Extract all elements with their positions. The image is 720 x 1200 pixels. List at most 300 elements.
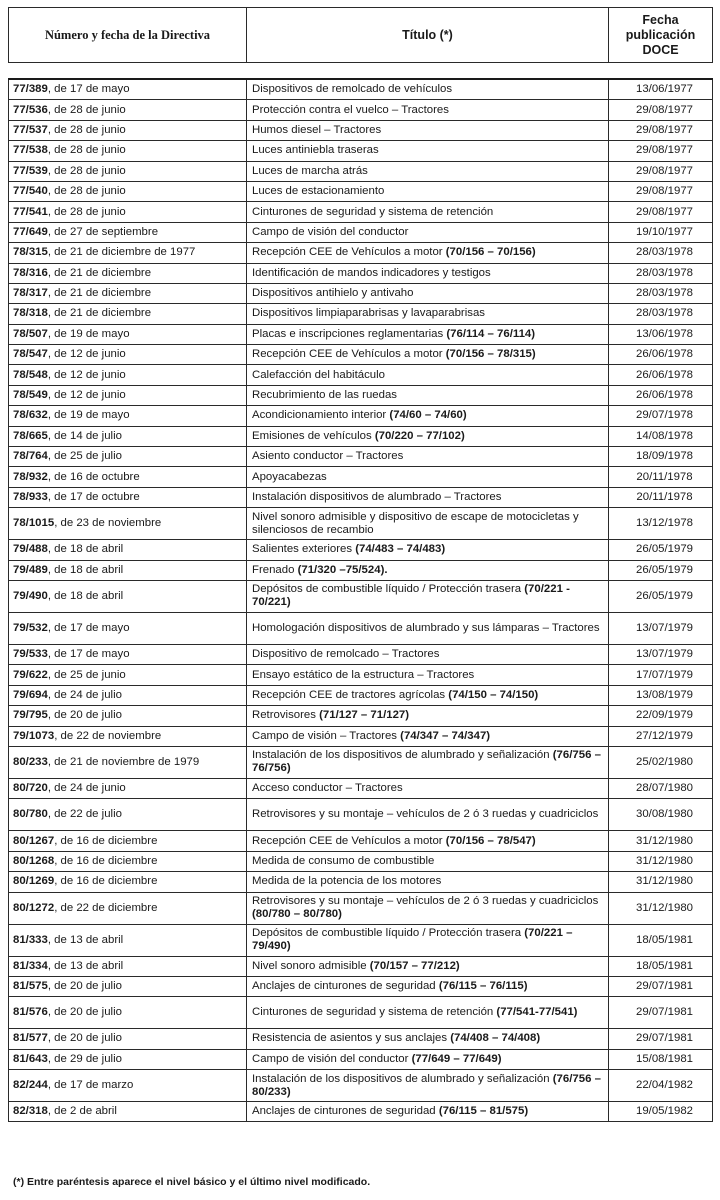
table-row (9, 924, 713, 956)
publication-date: 28/07/1980 (609, 778, 713, 798)
directive-cell (9, 644, 247, 664)
table-row (9, 851, 713, 871)
publication-date: 18/05/1981 (609, 956, 713, 976)
directive-number: 78/549 (13, 389, 48, 402)
publication-date: 31/12/1980 (609, 872, 713, 892)
publication-date: 27/12/1979 (609, 726, 713, 746)
directive-reference: (77/541-77/541) (496, 1006, 578, 1019)
directive-cell (9, 447, 247, 467)
directive-cell (9, 304, 247, 324)
title-cell (247, 100, 609, 120)
directive-date: , de 21 de diciembre de 1977 (47, 246, 196, 259)
title-cell (247, 508, 609, 540)
publication-date: 29/07/1981 (609, 1029, 713, 1049)
directive-number: 78/764 (13, 450, 48, 463)
directive-date: , de 17 de mayo (47, 83, 130, 96)
directive-date: , de 28 de junio (47, 185, 126, 198)
publication-date: 29/08/1977 (609, 141, 713, 161)
title-cell (247, 540, 609, 560)
directive-date: , de 19 de mayo (47, 409, 130, 422)
publication-date: 29/08/1977 (609, 120, 713, 140)
table-row (9, 487, 713, 507)
table-header (8, 7, 713, 63)
title-cell (247, 161, 609, 181)
table-row (9, 222, 713, 242)
title-cell (247, 892, 609, 924)
directive-title: Depósitos de combustible líquido / Protección trasera (252, 927, 525, 939)
table-row (9, 612, 713, 644)
directive-number: 77/537 (13, 123, 48, 136)
directive-date: , de 22 de diciembre (54, 901, 158, 914)
directive-reference: (70/156 – 78/547) (445, 834, 536, 847)
table-row (9, 997, 713, 1029)
directive-date: , de 21 de diciembre (47, 307, 152, 320)
directive-reference: (74/408 – 74/408) (450, 1032, 541, 1045)
directive-title: Cinturones de seguridad y sistema de retención (252, 205, 494, 218)
directive-cell (9, 799, 247, 831)
directive-date: , de 28 de junio (47, 123, 126, 136)
directive-date: , de 14 de julio (47, 429, 122, 442)
directive-title: Retrovisores y su montaje – vehículos de 2 ó 3 ruedas y cuadriciclos (252, 895, 599, 907)
directive-date: , de 24 de julio (47, 688, 122, 701)
title-cell (247, 560, 609, 580)
table-row (9, 79, 713, 100)
header-date-line-3: DOCE (642, 42, 679, 57)
directive-number: 79/1073 (13, 729, 55, 742)
title-cell (247, 685, 609, 705)
publication-date: 30/08/1980 (609, 799, 713, 831)
table-row (9, 726, 713, 746)
publication-date: 28/03/1978 (609, 243, 713, 263)
publication-date: 22/04/1982 (609, 1070, 713, 1102)
directive-number: 79/795 (13, 709, 48, 722)
directive-cell (9, 665, 247, 685)
directive-title: Recepción CEE de Vehículos a motor (252, 834, 446, 847)
table-row (9, 120, 713, 140)
directive-cell (9, 406, 247, 426)
directive-number: 79/490 (13, 589, 48, 602)
table-row (9, 181, 713, 201)
directive-title: Instalación de los dispositivos de alumbrado y señalización (252, 749, 553, 762)
directive-number: 79/489 (13, 563, 48, 576)
directive-date: , de 21 de diciembre (47, 266, 152, 279)
directive-date: , de 20 de julio (47, 709, 122, 722)
table-row (9, 872, 713, 892)
publication-date: 18/05/1981 (609, 924, 713, 956)
directive-cell (9, 726, 247, 746)
directive-date: , de 13 de abril (47, 959, 124, 972)
directive-cell (9, 79, 247, 100)
header-publication-date (609, 8, 713, 63)
directive-title: Humos diesel – Tractores (252, 123, 382, 136)
header-row (9, 8, 713, 63)
directive-date: , de 27 de septiembre (47, 225, 159, 238)
directive-title: Luces de estacionamiento (252, 185, 385, 198)
title-cell (247, 426, 609, 446)
header-directive: Número y fecha de la Directiva (9, 8, 247, 63)
directive-number: 78/507 (13, 327, 48, 340)
directive-title: Depósitos de combustible líquido / Protección trasera (252, 583, 525, 596)
directive-reference: (71/127 – 71/127) (319, 709, 410, 722)
directive-title: Anclajes de cinturones de seguridad (252, 1105, 439, 1118)
table-row (9, 976, 713, 996)
directive-number: 80/233 (13, 755, 48, 768)
publication-date: 14/08/1978 (609, 426, 713, 446)
directive-title: Homologación dispositivos de alumbrado y sus lámparas – Tractores (252, 621, 600, 634)
directive-cell (9, 924, 247, 956)
directive-title: Apoyacabezas (252, 470, 327, 483)
directive-title: Recepción CEE de Vehículos a motor (252, 348, 446, 361)
directive-cell (9, 120, 247, 140)
directive-title: Campo de visión del conductor (252, 1052, 412, 1065)
directive-number: 80/1269 (13, 875, 55, 888)
directive-title: Nivel sonoro admisible (252, 959, 370, 972)
directive-number: 82/244 (13, 1079, 48, 1092)
directive-cell (9, 956, 247, 976)
directive-cell (9, 778, 247, 798)
directive-date: , de 18 de abril (47, 589, 124, 602)
directive-date: , de 18 de abril (47, 563, 124, 576)
directive-title: Recubrimiento de las ruedas (252, 389, 397, 402)
directive-date: , de 25 de junio (47, 668, 126, 681)
directive-date: , de 28 de junio (47, 103, 126, 116)
directive-title: Frenado (252, 563, 298, 576)
directive-cell (9, 222, 247, 242)
directive-cell (9, 365, 247, 385)
directive-number: 78/547 (13, 348, 48, 361)
directive-reference: (76/115 – 81/575) (438, 1105, 529, 1118)
publication-date: 26/05/1979 (609, 540, 713, 560)
directive-date: , de 28 de junio (47, 205, 126, 218)
publication-date: 20/11/1978 (609, 467, 713, 487)
directive-cell (9, 508, 247, 540)
directive-number: 79/533 (13, 648, 48, 661)
directive-cell (9, 831, 247, 851)
title-cell (247, 365, 609, 385)
directive-cell (9, 580, 247, 612)
directive-title: Cinturones de seguridad y sistema de retención (252, 1006, 497, 1019)
table-row (9, 406, 713, 426)
title-cell (247, 1070, 609, 1102)
title-cell (247, 487, 609, 507)
publication-date: 29/07/1981 (609, 976, 713, 996)
publication-date: 26/06/1978 (609, 365, 713, 385)
directive-title: Dispositivos limpiaparabrisas y lavaparabrisas (252, 307, 485, 320)
publication-date: 29/08/1977 (609, 202, 713, 222)
directive-cell (9, 426, 247, 446)
table-row (9, 685, 713, 705)
table-row (9, 1070, 713, 1102)
directive-number: 81/334 (13, 959, 48, 972)
directive-date: , de 12 de junio (47, 368, 126, 381)
publication-date: 29/08/1977 (609, 100, 713, 120)
directive-cell (9, 560, 247, 580)
directive-date: , de 13 de abril (47, 933, 124, 946)
table-row (9, 778, 713, 798)
title-cell (247, 283, 609, 303)
publication-date: 17/07/1979 (609, 665, 713, 685)
title-cell (247, 976, 609, 996)
directive-title: Calefacción del habitáculo (252, 368, 385, 381)
table-row (9, 831, 713, 851)
directive-number: 78/665 (13, 429, 48, 442)
publication-date: 13/07/1979 (609, 612, 713, 644)
publication-date: 19/10/1977 (609, 222, 713, 242)
table-row (9, 540, 713, 560)
table-row (9, 385, 713, 405)
publication-date: 26/06/1978 (609, 345, 713, 365)
directive-cell (9, 612, 247, 644)
directive-reference: (76/115 – 76/115) (438, 980, 528, 993)
directive-cell (9, 1102, 247, 1122)
directive-title: Protección contra el vuelco – Tractores (252, 103, 449, 116)
directive-cell (9, 746, 247, 778)
directive-cell (9, 141, 247, 161)
title-cell (247, 202, 609, 222)
directive-cell (9, 997, 247, 1029)
directive-cell (9, 324, 247, 344)
table-row (9, 100, 713, 120)
table-row (9, 508, 713, 540)
title-cell (247, 665, 609, 685)
title-cell (247, 243, 609, 263)
publication-date: 31/12/1980 (609, 892, 713, 924)
publication-date: 13/12/1978 (609, 508, 713, 540)
table-row (9, 324, 713, 344)
directive-reference: (70/156 – 70/156) (445, 246, 536, 259)
title-cell (247, 467, 609, 487)
directive-date: , de 22 de noviembre (54, 729, 162, 742)
title-cell (247, 222, 609, 242)
table-row (9, 447, 713, 467)
table-row (9, 202, 713, 222)
directive-date: , de 17 de marzo (47, 1079, 134, 1092)
directive-number: 78/932 (13, 470, 48, 483)
publication-date: 28/03/1978 (609, 263, 713, 283)
directive-number: 78/548 (13, 368, 48, 381)
title-cell (247, 778, 609, 798)
directive-cell (9, 1029, 247, 1049)
publication-date: 29/08/1977 (609, 181, 713, 201)
title-cell (247, 956, 609, 976)
directive-title: Campo de visión del conductor (252, 225, 409, 238)
directive-number: 79/622 (13, 668, 48, 681)
directive-number: 77/389 (13, 83, 48, 96)
title-cell (247, 924, 609, 956)
directive-date: , de 16 de diciembre (54, 854, 158, 867)
header-date-line-2: publicación (625, 27, 696, 42)
directive-number: 79/532 (13, 621, 48, 634)
directive-cell (9, 100, 247, 120)
directive-number: 79/488 (13, 543, 48, 556)
directive-date: , de 17 de mayo (47, 648, 130, 661)
directive-date: , de 12 de junio (47, 348, 126, 361)
directive-cell (9, 851, 247, 871)
directive-reference: (76/756 – 80/233) (252, 1072, 601, 1098)
directive-date: , de 23 de noviembre (54, 517, 162, 530)
directive-number: 79/694 (13, 688, 48, 701)
title-cell (247, 831, 609, 851)
directive-date: , de 20 de julio (47, 980, 122, 993)
directive-title: Emisiones de vehículos (252, 429, 375, 442)
directive-date: , de 16 de diciembre (54, 875, 158, 888)
table-row (9, 706, 713, 726)
table-row (9, 746, 713, 778)
header-date-line-1: Fecha (642, 12, 679, 27)
directive-title: Luces de marcha atrás (252, 164, 368, 177)
publication-date: 29/08/1977 (609, 161, 713, 181)
table-row (9, 580, 713, 612)
directives-table-body (9, 79, 713, 1122)
directive-number: 77/539 (13, 164, 48, 177)
directive-reference: (70/156 – 78/315) (445, 348, 536, 361)
table-row (9, 665, 713, 685)
directive-title: Ensayo estático de la estructura – Tractores (252, 668, 475, 681)
directive-title: Asiento conductor – Tractores (252, 450, 404, 463)
title-cell (247, 1049, 609, 1069)
directive-date: , de 18 de abril (47, 543, 124, 556)
directive-reference: (76/756 – 76/756) (252, 749, 601, 775)
title-cell (247, 706, 609, 726)
directive-date: , de 17 de octubre (47, 491, 140, 503)
table-row (9, 243, 713, 263)
title-cell (247, 447, 609, 467)
directive-cell (9, 202, 247, 222)
directive-title: Resistencia de asientos y sus anclajes (252, 1032, 451, 1045)
table-row (9, 644, 713, 664)
directive-title: Luces antiniebla traseras (252, 144, 379, 157)
table-row (9, 426, 713, 446)
title-cell (247, 746, 609, 778)
directive-date: , de 16 de octubre (47, 470, 140, 483)
directive-title: Placas e inscripciones reglamentarias (252, 327, 447, 340)
publication-date: 20/11/1978 (609, 487, 713, 507)
directive-date: , de 24 de junio (47, 782, 126, 795)
table-row (9, 304, 713, 324)
title-cell (247, 181, 609, 201)
directive-title: Retrovisores (252, 709, 320, 722)
publication-date: 13/06/1977 (609, 79, 713, 100)
directive-cell (9, 263, 247, 283)
directive-reference: (74/347 – 74/347) (400, 729, 491, 742)
directive-date: , de 20 de julio (47, 1032, 122, 1045)
directive-title: Dispositivos de remolcado de vehículos (252, 83, 453, 96)
directive-number: 77/649 (13, 225, 48, 238)
title-cell (247, 120, 609, 140)
publication-date: 25/02/1980 (609, 746, 713, 778)
directive-reference: (70/157 – 77/212) (369, 959, 460, 972)
directive-title: Campo de visión – Tractores (252, 729, 401, 742)
table-row (9, 1049, 713, 1069)
directive-cell (9, 892, 247, 924)
title-cell (247, 580, 609, 612)
header-title: Título (*) (247, 8, 609, 63)
directive-number: 77/541 (13, 205, 48, 218)
directives-table (8, 78, 713, 1122)
directive-number: 80/1267 (13, 834, 55, 847)
table-row (9, 467, 713, 487)
directive-reference: (77/649 – 77/649) (411, 1052, 502, 1065)
table-row (9, 1102, 713, 1122)
directive-number: 82/318 (13, 1105, 48, 1118)
directive-reference: (76/114 – 76/114) (446, 327, 536, 340)
directive-title: Medida de la potencia de los motores (252, 875, 442, 888)
title-cell (247, 406, 609, 426)
title-cell (247, 799, 609, 831)
title-cell (247, 263, 609, 283)
publication-date: 26/05/1979 (609, 580, 713, 612)
publication-date: 28/03/1978 (609, 304, 713, 324)
directive-cell (9, 385, 247, 405)
table-row (9, 956, 713, 976)
table-row (9, 345, 713, 365)
publication-date: 22/09/1979 (609, 706, 713, 726)
directive-date: , de 17 de mayo (47, 621, 130, 634)
directive-cell (9, 872, 247, 892)
directive-reference: (70/221 - 70/221) (252, 583, 570, 609)
table-row (9, 799, 713, 831)
publication-date: 31/12/1980 (609, 831, 713, 851)
directive-number: 81/643 (13, 1052, 48, 1065)
directive-cell (9, 181, 247, 201)
footnote: (*) Entre paréntesis aparece el nivel básico y el último nivel modificado. (13, 1176, 371, 1188)
directive-title: Retrovisores y su montaje – vehículos de 2 ó 3 ruedas y cuadriciclos (252, 808, 599, 821)
directive-date: , de 29 de julio (47, 1052, 122, 1065)
directive-reference: (70/221 – 79/490) (252, 927, 573, 952)
directive-title: Instalación de los dispositivos de alumbrado y señalización (252, 1072, 553, 1085)
publication-date: 15/08/1981 (609, 1049, 713, 1069)
table-row (9, 892, 713, 924)
title-cell (247, 79, 609, 100)
publication-date: 29/07/1978 (609, 406, 713, 426)
directive-reference: (71/320 –75/524). (297, 563, 388, 576)
directive-number: 81/577 (13, 1032, 48, 1045)
directive-title: Dispositivo de remolcado – Tractores (252, 648, 440, 661)
directive-number: 80/1268 (13, 854, 55, 867)
publication-date: 26/06/1978 (609, 385, 713, 405)
title-cell (247, 304, 609, 324)
table-row (9, 141, 713, 161)
directive-cell (9, 685, 247, 705)
table-row (9, 560, 713, 580)
title-cell (247, 612, 609, 644)
title-cell (247, 1029, 609, 1049)
table-row (9, 161, 713, 181)
directive-title: Recepción CEE de Vehículos a motor (252, 246, 446, 259)
directive-number: 80/720 (13, 782, 48, 795)
directive-date: , de 19 de mayo (47, 327, 130, 340)
title-cell (247, 997, 609, 1029)
directive-title: Identificación de mandos indicadores y testigos (252, 266, 491, 279)
publication-date: 13/07/1979 (609, 644, 713, 664)
directive-cell (9, 706, 247, 726)
table-row (9, 1029, 713, 1049)
table-row (9, 283, 713, 303)
publication-date: 26/05/1979 (609, 560, 713, 580)
directive-date: , de 12 de junio (47, 389, 126, 402)
directive-title: Anclajes de cinturones de seguridad (252, 980, 439, 993)
title-cell (247, 1102, 609, 1122)
publication-date: 13/08/1979 (609, 685, 713, 705)
title-cell (247, 726, 609, 746)
title-cell (247, 872, 609, 892)
directive-date: , de 16 de diciembre (54, 834, 158, 847)
directive-cell (9, 283, 247, 303)
directive-cell (9, 1049, 247, 1069)
publication-date: 13/06/1978 (609, 324, 713, 344)
title-cell (247, 345, 609, 365)
directive-title: Salientes exteriores (252, 543, 356, 556)
